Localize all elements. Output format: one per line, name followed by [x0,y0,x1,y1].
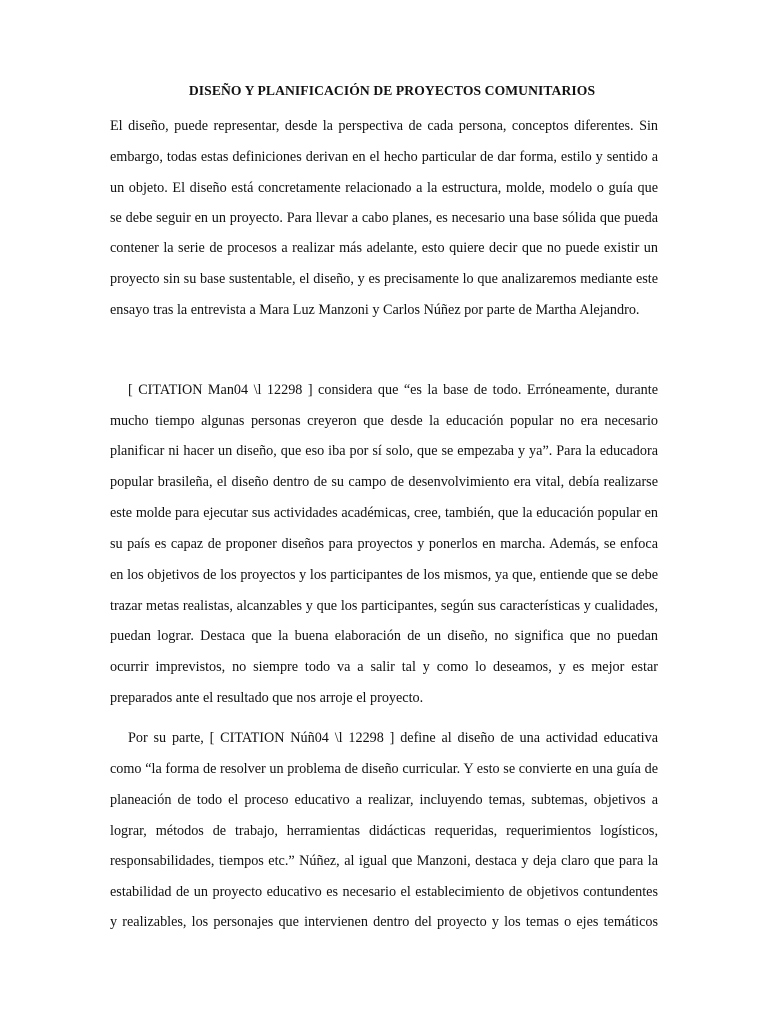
paragraph-1-line: un objeto. El diseño está concretamente relacionado a la estructura, molde, modelo o guía que [110,180,658,196]
paragraph-3-line: como “la forma de resolver un problema de diseño curricular. Y esto se convierte en una guía de [110,761,658,777]
paragraph-1-line: ensayo tras la entrevista a Mara Luz Manzoni y Carlos Núñez por parte de Martha Alejandro. [110,302,640,318]
paragraph-3-line: estabilidad de un proyecto educativo es necesario el establecimiento de objetivos contundentes [110,884,658,900]
paragraph-2-line: su país es capaz de proponer diseños para proyectos y ponerlos en marcha. Además, se enfoca [110,536,658,552]
paragraph-3-line: y realizables, los personajes que intervienen dentro del proyecto y los temas o ejes temáticos [110,914,658,930]
paragraph-2-line: planificar ni hacer un diseño, que eso iba por sí solo, que se empezaba y ya”. Para la educadora [110,443,658,459]
paragraph-2-line: ocurrir imprevistos, no siempre todo va a salir tal y como lo deseamos, y es mejor estar [110,659,658,675]
paragraph-2-line: puedan lograr. Destaca que la buena elaboración de un diseño, no significa que no puedan [110,628,658,644]
paragraph-2-line: en los objetivos de los proyectos y los participantes de los mismos, ya que, entiende que se debe [110,567,658,583]
paragraph-2-line: popular brasileña, el diseño dentro de su campo de desenvolvimiento era vital, debía realizarse [110,474,658,490]
paragraph-2-line: trazar metas realistas, alcanzables y que los participantes, según sus características y cualidades, [110,598,658,614]
paragraph-2-line: [ CITATION Man04 \l 12298 ] considera que “es la base de todo. Erróneamente, durante [128,382,658,398]
paragraph-1-line: embargo, todas estas definiciones derivan en el hecho particular de dar forma, estilo y sentido a [110,149,658,165]
paragraph-2-line: mucho tiempo algunas personas creyeron que desde la educación popular no era necesario [110,413,658,429]
paragraph-1-line: se debe seguir en un proyecto. Para llevar a cabo planes, es necesario una base sólida que pueda [110,210,658,226]
paragraph-3-line: responsabilidades, tiempos etc.” Núñez, al igual que Manzoni, destaca y deja claro que para la [110,853,658,869]
paragraph-3-line: lograr, métodos de trabajo, herramientas didácticas requeridas, requerimientos logísticos, [110,823,658,839]
paragraph-1-line: proyecto sin su base sustentable, el diseño, y es precisamente lo que analizaremos mediante este [110,271,658,287]
paragraph-1-line: El diseño, puede representar, desde la perspectiva de cada persona, conceptos diferentes. Sin [110,118,658,134]
paragraph-1-line: contener la serie de procesos a realizar más adelante, esto quiere decir que no puede existir un [110,240,658,256]
paragraph-2-line: preparados ante el resultado que nos arroje el proyecto. [110,690,424,706]
paragraph-3-line: Por su parte, [ CITATION Núñ04 \l 12298 ] define al diseño de una actividad educativa [128,730,658,746]
document-title: DISEÑO Y PLANIFICACIÓN DE PROYECTOS COMUNITARIOS [188,83,596,98]
paragraph-3-line: planeación de todo el proceso educativo a realizar, incluyendo temas, subtemas, objetivos a [110,792,658,808]
paragraph-2-line: este molde para ejecutar sus actividades académicas, cree, también, que la educación popular en [110,505,658,521]
